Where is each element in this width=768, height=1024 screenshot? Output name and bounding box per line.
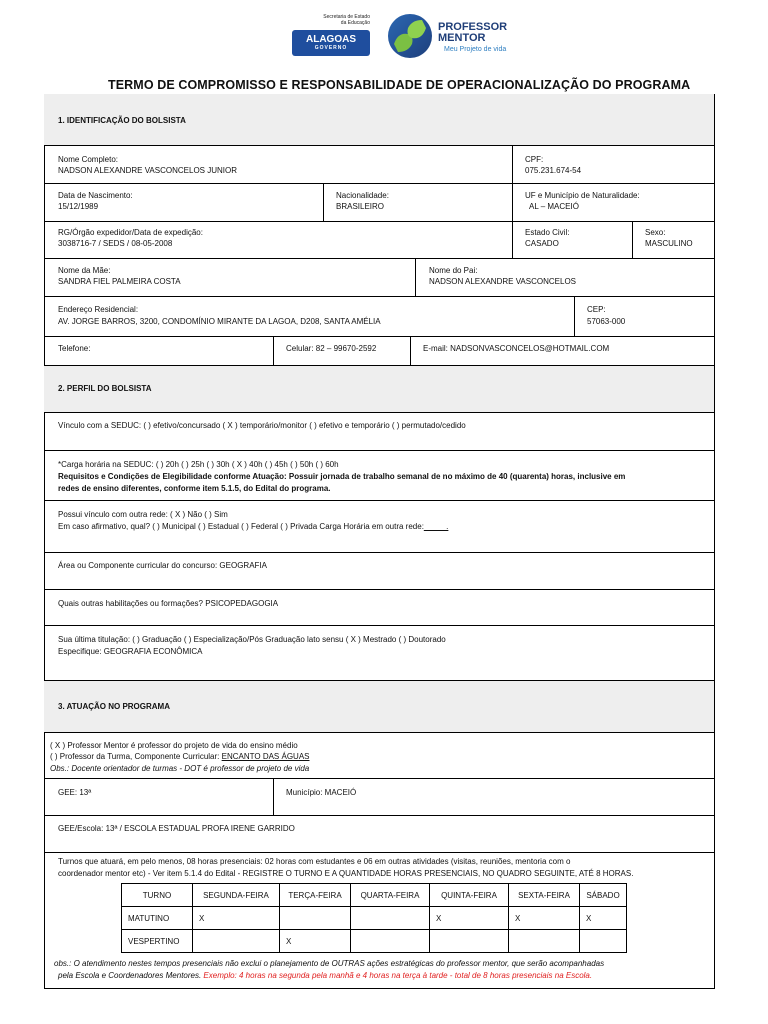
outra-rede-line1: Possui vínculo com outra rede: ( X ) Não ( ) Sim — [58, 510, 228, 519]
schedule-cell — [580, 930, 627, 953]
pai-cell — [415, 259, 714, 296]
municipio-cell — [273, 779, 714, 815]
gee-text: GEE: 13ª — [58, 788, 92, 797]
email-cell — [410, 337, 714, 365]
area-text: Área ou Componente curricular do concurso: GEOGRAFIA — [58, 561, 267, 570]
section-2-header — [44, 365, 714, 412]
telefone-label: Telefone: — [58, 344, 91, 353]
email-text: E-mail: NADSONVASCONCELOS@HOTMAIL.COM — [423, 344, 610, 353]
header-terca: TERÇA-FEIRA — [280, 884, 351, 907]
section-3-title: 3. ATUAÇÃO NO PROGRAMA — [58, 702, 170, 711]
schedule-row-matutino — [122, 907, 627, 930]
rg-value: 3038716-7 / SEDS / 08-05-2008 — [58, 239, 173, 248]
estado-civil-value: CASADO — [525, 239, 559, 248]
turnos-line2: coordenador mentor etc) - Ver item 5.1.4 do Edital - REGISTRE O TURNO E A QUANTIDADE HORAS PRESENCIAIS, NO QUADRO SEGUINTE, ATÉ 8 HORAS. — [58, 869, 634, 878]
turno-cell: VESPERTINO — [122, 930, 193, 953]
row-gee — [44, 778, 714, 815]
schedule-cell — [193, 930, 280, 953]
row-endereco — [44, 296, 714, 336]
outra-rede-line2 — [58, 521, 448, 532]
schedule-table — [121, 883, 627, 953]
row-rg — [44, 221, 714, 258]
row-titulacao — [44, 625, 714, 680]
seduc-line1: Secretaria de Estado — [323, 14, 370, 20]
hands-icon — [388, 14, 432, 58]
nascimento-label: Data de Nascimento: — [58, 191, 133, 200]
nacionalidade-label: Nacionalidade: — [336, 191, 389, 200]
schedule-cell: X — [430, 907, 509, 930]
row-area — [44, 552, 714, 589]
schedule-cell: X — [280, 930, 351, 953]
row-outra-rede — [44, 500, 714, 552]
section-2-title: 2. PERFIL DO BOLSISTA — [58, 384, 152, 393]
opcao-turma — [50, 751, 310, 762]
cpf-cell — [512, 146, 714, 183]
mae-value: SANDRA FIEL PALMEIRA COSTA — [58, 277, 181, 286]
estado-civil-cell — [512, 222, 632, 258]
schedule-cell — [509, 930, 580, 953]
sexo-value: MASCULINO — [645, 239, 693, 248]
nome-label: Nome Completo: — [58, 155, 119, 164]
row-atuacao-opcoes — [44, 732, 714, 778]
section-1-header — [44, 94, 714, 145]
opcao-mentor: ( X ) Professor Mentor é professor do projeto de vida do ensino médio — [50, 741, 298, 750]
header-sexta: SEXTA-FEIRA — [509, 884, 580, 907]
section-3-header — [44, 680, 714, 732]
pm-tagline: Meu Projeto de vida — [444, 46, 507, 53]
cpf-value: 075.231.674-54 — [525, 166, 582, 175]
pm-line1: PROFESSOR — [438, 21, 508, 33]
sexo-cell — [632, 222, 714, 258]
alagoas-badge — [292, 30, 370, 56]
header-turno: TURNO — [122, 884, 193, 907]
professor-mentor-logo — [386, 12, 510, 58]
schedule-cell: X — [509, 907, 580, 930]
turnos-line1: Turnos que atuará, em pelo menos, 08 horas presenciais: 02 horas com estudantes e 06 em outras atividades (visitas, reuniões, mentoria com o — [58, 857, 571, 866]
turno-cell: MATUTINO — [122, 907, 193, 930]
naturalidade-value: AL – MACEIÓ — [529, 202, 579, 211]
schedule-cell: X — [580, 907, 627, 930]
outra-rede-question: Em caso afirmativo, qual? ( ) Municipal ( ) Estadual ( ) Federal ( ) Privada Carga Horária em outra rede: — [58, 522, 424, 531]
requisitos-line2: redes de ensino diferentes, conforme item 5.1.5, do Edital do programa. — [58, 484, 331, 493]
seduc-logo — [290, 12, 372, 58]
cep-label: CEP: — [587, 305, 606, 314]
sexo-label: Sexo: — [645, 228, 666, 237]
requisitos-line1: Requisitos e Condições de Elegibilidade conforme Atuação: Possuir jornada de trabalho semanal de no máximo de 40 (quarenta) horas, inclusive em — [58, 472, 626, 481]
obs-exemplo: Exemplo: 4 horas na segunda pela manhã e 4 horas na terça à tarde - total de 8 horas presenciais na Escola. — [203, 971, 593, 980]
pm-line2: MENTOR — [438, 32, 486, 44]
mae-label: Nome da Mãe: — [58, 266, 111, 275]
obs-atendimento-line2 — [58, 970, 592, 981]
nome-value: NADSON ALEXANDRE VASCONCELOS JUNIOR — [58, 166, 238, 175]
vinculo-text: Vínculo com a SEDUC: ( ) efetivo/concursado ( X ) temporário/monitor ( ) efetivo e temporário ( ) permutado/cedido — [58, 421, 466, 430]
row-habilitacoes — [44, 589, 714, 625]
estado-civil-label: Estado Civil: — [525, 228, 570, 237]
alagoas-sub: GOVERNO — [314, 45, 348, 51]
row-nome — [44, 145, 714, 183]
section-1-title: 1. IDENTIFICAÇÃO DO BOLSISTA — [58, 116, 186, 125]
naturalidade-label: UF e Município de Naturalidade: — [525, 191, 640, 200]
obs-atendimento-text: pela Escola e Coordenadores Mentores. — [58, 971, 204, 980]
header-sabado: SÁBADO — [580, 884, 627, 907]
carga-text: *Carga horária na SEDUC: ( ) 20h ( ) 25h ( ) 30h ( X ) 40h ( ) 45h ( ) 50h ( ) 60h — [58, 460, 339, 469]
rg-label: RG/Órgão expedidor/Data de expedição: — [58, 228, 203, 237]
celular-text: Celular: 82 – 99670-2592 — [286, 344, 377, 353]
row-pais — [44, 258, 714, 296]
schedule-cell — [351, 930, 430, 953]
componente-curricular-value: ENCANTO DAS ÁGUAS — [221, 752, 310, 761]
seduc-line2: da Educação — [340, 20, 370, 26]
header-segunda: SEGUNDA-FEIRA — [193, 884, 280, 907]
obs-atendimento-line1: obs.: O atendimento nestes tempos presenciais não exclui o planejamento de OUTRAS ações estratégicas do professor mentor, que serão acompanhadas — [54, 959, 605, 968]
naturalidade-cell — [512, 184, 714, 221]
row-contato — [44, 336, 714, 365]
pai-label: Nome do Pai: — [429, 266, 478, 275]
outra-rede-blank: _____. — [423, 522, 449, 531]
endereco-value: AV. JORGE BARROS, 3200, CONDOMÍNIO MIRANTE DA LAGOA, D208, SANTA AMÉLIA — [58, 317, 381, 326]
cpf-label: CPF: — [525, 155, 544, 164]
nacionalidade-value: BRASILEIRO — [336, 202, 385, 211]
titulacao-line1: Sua última titulação: ( ) Graduação ( ) Especialização/Pós Graduação lato sensu ( X ) Mestrado ( ) Doutorado — [58, 635, 446, 644]
nacionalidade-cell — [323, 184, 512, 221]
pai-value: NADSON ALEXANDRE VASCONCELOS — [429, 277, 577, 286]
alagoas-text: ALAGOAS — [306, 34, 356, 45]
habilitacoes-text: Quais outras habilitações ou formações? PSICOPEDAGOGIA — [58, 599, 279, 608]
schedule-header-row — [122, 884, 627, 907]
header-quarta: QUARTA-FEIRA — [351, 884, 430, 907]
nascimento-value: 15/12/1989 — [58, 202, 99, 211]
schedule-row-vespertino — [122, 930, 627, 953]
header-quinta: QUINTA-FEIRA — [430, 884, 509, 907]
schedule-cell — [280, 907, 351, 930]
cep-cell — [574, 297, 714, 336]
endereco-label: Endereço Residencial: — [58, 305, 139, 314]
escola-text: GEE/Escola: 13ª / ESCOLA ESTADUAL PROFA IRENE GARRIDO — [58, 824, 295, 833]
document-title: TERMO DE COMPROMISSO E RESPONSABILIDADE DE OPERACIONALIZAÇÃO DO PROGRAMA — [108, 78, 691, 92]
opcao-turma-label: ( ) Professor da Turma, Componente Curricular: — [50, 752, 222, 761]
municipio-text: Município: MACEIÓ — [286, 788, 357, 797]
schedule-cell — [430, 930, 509, 953]
schedule-cell — [351, 907, 430, 930]
row-vinculo — [44, 412, 714, 450]
row-escola — [44, 815, 714, 852]
cep-value: 57063-000 — [587, 317, 626, 326]
row-carga-horaria — [44, 450, 714, 500]
row-nascimento — [44, 183, 714, 221]
schedule-cell: X — [193, 907, 280, 930]
titulacao-line2: Especifique: GEOGRAFIA ECONÔMICA — [58, 647, 203, 656]
obs-dot: Obs.: Docente orientador de turmas - DOT é professor de projeto de vida — [50, 764, 310, 773]
